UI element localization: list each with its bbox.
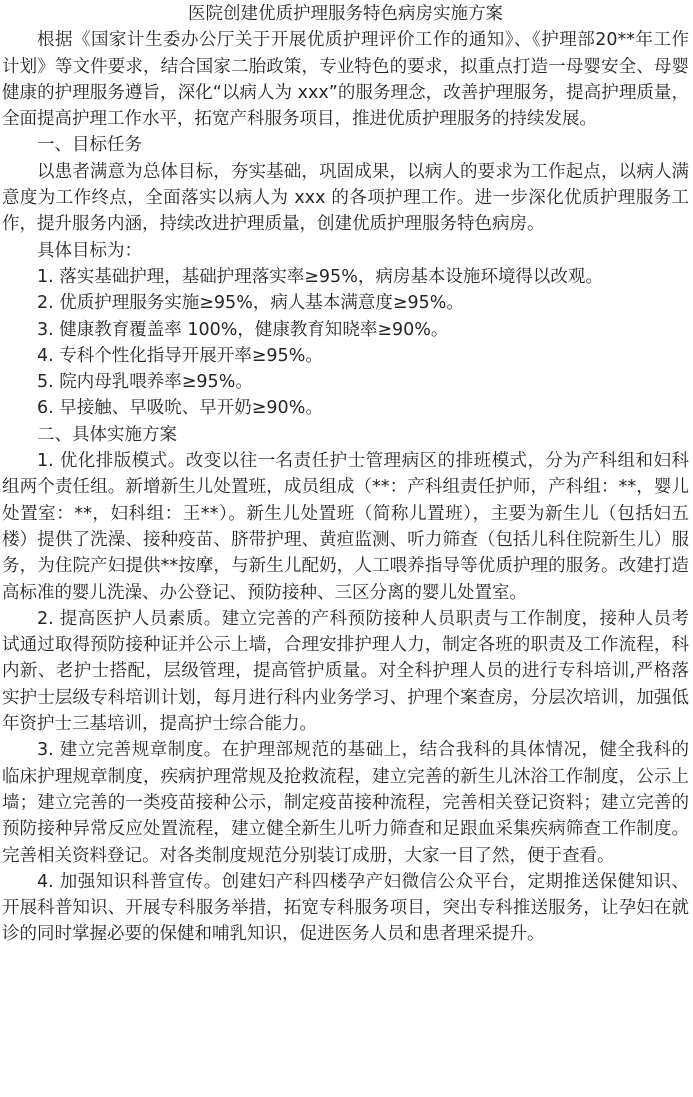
- goal-item: 5. 院内母乳喂养率≥95%。: [37, 372, 253, 393]
- goal-item: 1. 落实基础护理，基础护理落实率≥95%，病房基本设施环境得以改观。: [37, 266, 603, 287]
- section-heading-goals: 一、目标任务: [37, 135, 142, 156]
- plan-item: 2. 提高医护人员素质。建立完善的产科预防接种人员职责与工作制度，接种人员考试通过取得预防接种证并公示上墙，合理安排护理人力，制定各班的职责及工作流程，科内新、老护士搭配，层级管理，提高管护质量。对全科护理人员的进行专科培训,严格落实护士层级专科培训计划，每月进行科内业务学习、护理个案查房，分层次培训，加强低年资护士三基培训，提高护士综合能力。: [2, 608, 689, 735]
- plan-item: 3. 建立完善规章制度。在护理部规范的基础上，结合我科的具体情况，健全我科的临床护理规章制度，疾病护理常规及抢救流程，建立完善的新生儿沐浴工作制度，公示上墙；建立完善的一类疫苗接种公示，制定疫苗接种流程，完善相关登记资料；建立完善的预防接种异常反应处置流程，建立健全新生儿听力筛查和足跟血采集疾病筛查工作制度。完善相关资料登记。对各类制度规范分别装订成册，大家一目了然，便于查看。: [2, 740, 689, 866]
- document-title: 医院创建优质护理服务特色病房实施方案: [188, 4, 503, 24]
- section-heading-plan: 二、具体实施方案: [37, 424, 177, 445]
- goals-label: 具体目标为：: [37, 240, 142, 261]
- goal-item: 6. 早接触、早吸吮、早开奶≥90%。: [37, 398, 323, 419]
- plan-item: 1. 优化排版模式。改变以往一名责任护士管理病区的排班模式，分为产科组和妇科组两个责任组。新增新生儿处置班，成员组成（**：产科组责任护师，产科组：**，婴儿处置室：**，妇科组：王**）。新生儿处置班（简称儿置班），主要为新生儿（包括妇五楼）提供了洗澡、接种疫苗、脐带护理、黄疸监测、听力筛查（包括儿科住院新生儿）服务，为住院产妇提供**按摩，与新生儿配奶，人工喂养指导等优质护理的服务。改建打造高标准的婴儿洗澡、办公登记、预防接种、三区分离的婴儿处置室。: [2, 451, 689, 603]
- plan-item: 4. 加强知识科普宣传。创建妇产科四楼孕产妇微信公众平台，定期推送保健知识、开展科普知识、开展专科服务举措，拓宽专科服务项目，突出专科推送服务，让孕妇在就诊的同时掌握必要的保健和哺乳知识，促进医务人员和患者理采提升。: [2, 871, 689, 945]
- goals-paragraph: 以患者满意为总体目标，夯实基础，巩固成果，以病人的要求为工作起点，以病人满意度为工作终点，全面落实以病人为 xxx 的各项护理工作。进一步深化优质护理服务工作，提升服务内涵，持续改进护理质量，创建优质护理服务特色病房。: [2, 161, 689, 235]
- goal-item: 4. 专科个性化指导开展开率≥95%。: [37, 345, 323, 366]
- goal-item: 3. 健康教育覆盖率 100%，健康教育知晓率≥90%。: [37, 319, 449, 340]
- goal-item: 2. 优质护理服务实施≥95%，病人基本满意度≥95%。: [37, 293, 464, 314]
- intro-paragraph: 根据《国家计生委办公厅关于开展优质护理评价工作的通知》、《护理部20**年工作计划》等文件要求，结合国家二胎政策，专业特色的要求，拟重点打造一母婴安全、母婴健康的护理服务遵旨，深化“以病人为 xxx”的服务理念，改善护理服务，提高护理质量，全面提高护理工作水平，拓宽产科服务项目，推进优质护理服务的持续发展。: [2, 30, 689, 130]
